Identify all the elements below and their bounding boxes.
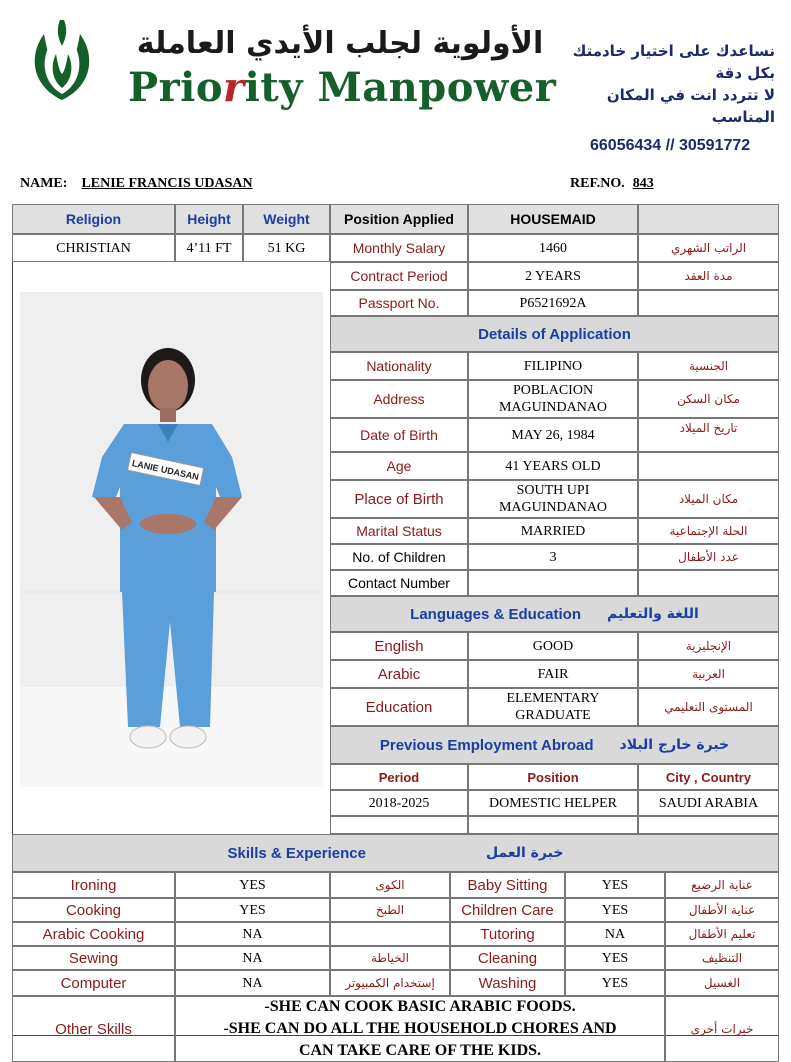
birthplace-value: SOUTH UPI MAGUINDANAO xyxy=(468,480,638,518)
other-skills-line-3: CAN TAKE CARE OF THE KIDS. xyxy=(298,1042,542,1059)
other-skills-label: Other Skills xyxy=(12,996,175,1062)
skill-right-arabic: التنظيف xyxy=(665,946,779,970)
skill-left-arabic: الطبخ xyxy=(330,898,450,922)
skill-right-label: Tutoring xyxy=(450,922,565,946)
skills-section-title xyxy=(12,834,779,872)
company-logo xyxy=(22,16,102,104)
nationality-arabic: الجنسية xyxy=(638,352,779,380)
position-value: HOUSEMAID xyxy=(468,204,638,234)
height-value: 4’11 FT xyxy=(175,234,243,262)
address-label: Address xyxy=(330,380,468,418)
languages-title-ar: اللغة والتعليم xyxy=(607,606,699,622)
weight-value: 51 KG xyxy=(243,234,330,262)
weight-header: Weight xyxy=(243,204,330,234)
monthly-salary-value: 1460 xyxy=(468,234,638,262)
education-arabic: المستوى التعليمي xyxy=(638,688,779,726)
skill-right-value: YES xyxy=(565,970,665,996)
contact-arabic xyxy=(638,570,779,596)
education-value: ELEMENTARY GRADUATE xyxy=(468,688,638,726)
other-skills-line-2: -SHE CAN DO ALL THE HOUSEHOLD CHORES AND xyxy=(223,1020,617,1037)
name-line xyxy=(20,175,253,192)
other-skills-text xyxy=(175,996,665,1062)
address-arabic: مكان السكن xyxy=(638,380,779,418)
skill-left-arabic: الكوى xyxy=(330,872,450,898)
dob-label: Date of Birth xyxy=(330,418,468,452)
emp-position-value: DOMESTIC HELPER xyxy=(468,790,638,816)
arabic-value: FAIR xyxy=(468,660,638,688)
emp-period-header: Period xyxy=(330,764,468,790)
age-arabic xyxy=(638,452,779,480)
employment-section-title xyxy=(330,726,779,764)
religion-header: Religion xyxy=(12,204,175,234)
skill-left-arabic: الخياطة xyxy=(330,946,450,970)
emp-empty-city xyxy=(638,816,779,834)
skill-right-arabic: عناية الأطفال xyxy=(665,898,779,922)
skill-left-label: Sewing xyxy=(12,946,175,970)
skill-right-value: YES xyxy=(565,898,665,922)
address-value: POBLACION MAGUINDANAO xyxy=(468,380,638,418)
slogan-line-1: نساعدك على اختيار خادمتك بكل دقة xyxy=(572,42,775,82)
other-skills-arabic: خبرات أخرى xyxy=(665,996,779,1062)
children-arabic: عدد الأطفال xyxy=(638,544,779,570)
other-skills-line-1: -SHE CAN COOK BASIC ARABIC FOODS. xyxy=(264,998,576,1015)
emp-city-header: City , Country xyxy=(638,764,779,790)
ref-line xyxy=(570,175,654,192)
birthplace-arabic: مكان الميلاد xyxy=(638,480,779,518)
skills-title-en: Skills & Experience xyxy=(227,844,366,862)
brand-name-arabic: الأولوية لجلب الأيدي العاملة xyxy=(136,26,544,61)
arabic-arabic: العربية xyxy=(638,660,779,688)
dob-arabic: تاريخ الميلاد xyxy=(638,418,779,452)
skill-right-label: Baby Sitting xyxy=(450,872,565,898)
emp-period-value: 2018-2025 xyxy=(330,790,468,816)
height-header: Height xyxy=(175,204,243,234)
employment-title-en: Previous Employment Abroad xyxy=(379,736,594,754)
children-value: 3 xyxy=(468,544,638,570)
passport-label: Passport No. xyxy=(330,290,468,316)
skill-right-value: YES xyxy=(565,946,665,970)
skill-right-arabic: الغسيل xyxy=(665,970,779,996)
passport-value: P6521692A xyxy=(468,290,638,316)
brand-name-english: Priority Manpower xyxy=(128,64,557,111)
contact-value xyxy=(468,570,638,596)
name-label: NAME: xyxy=(20,176,68,191)
english-value: GOOD xyxy=(468,632,638,660)
age-value: 41 YEARS OLD xyxy=(468,452,638,480)
passport-arabic xyxy=(638,290,779,316)
ref-label: REF.NO. xyxy=(570,176,625,191)
emp-empty-period xyxy=(330,816,468,834)
phone-numbers: 66056434 // 30591772 xyxy=(590,137,751,154)
english-label: English xyxy=(330,632,468,660)
religion-value: CHRISTIAN xyxy=(12,234,175,262)
slogan xyxy=(565,40,775,128)
emp-position-header: Position xyxy=(468,764,638,790)
skill-left-label: Arabic Cooking xyxy=(12,922,175,946)
skill-right-value: NA xyxy=(565,922,665,946)
birthplace-label: Place of Birth xyxy=(330,480,468,518)
employment-title-ar: خبرة خارج البلاد xyxy=(619,737,730,753)
skill-left-arabic: إستخدام الكمبيوتر xyxy=(330,970,450,996)
emp-empty-position xyxy=(468,816,638,834)
contract-period-value: 2 YEARS xyxy=(468,262,638,290)
contact-label: Contact Number xyxy=(330,570,468,596)
skill-left-label: Ironing xyxy=(12,872,175,898)
children-label: No. of Children xyxy=(330,544,468,570)
skill-left-label: Computer xyxy=(12,970,175,996)
marital-arabic: الحلة الإجتماعية xyxy=(638,518,779,544)
name-tag-text: LANIE UDASAN xyxy=(131,458,200,483)
dob-value: MAY 26, 1984 xyxy=(468,418,638,452)
languages-title-en: Languages & Education xyxy=(410,605,582,623)
skill-right-label: Washing xyxy=(450,970,565,996)
age-label: Age xyxy=(330,452,468,480)
skill-left-value: YES xyxy=(175,898,330,922)
skill-right-arabic: تعليم الأطفال xyxy=(665,922,779,946)
skills-title-ar: خبرة العمل xyxy=(485,845,564,861)
skill-left-label: Cooking xyxy=(12,898,175,922)
skill-left-value: NA xyxy=(175,922,330,946)
ref-value: 843 xyxy=(632,176,654,191)
education-label: Education xyxy=(330,688,468,726)
skill-left-value: NA xyxy=(175,970,330,996)
contract-period-arabic: مدة العقد xyxy=(638,262,779,290)
marital-label: Marital Status xyxy=(330,518,468,544)
arabic-label: Arabic xyxy=(330,660,468,688)
skill-left-arabic xyxy=(330,922,450,946)
emp-city-value: SAUDI ARABIA xyxy=(638,790,779,816)
details-section-title: Details of Application xyxy=(330,316,779,352)
name-value: LENIE FRANCIS UDASAN xyxy=(81,176,253,191)
skill-left-value: NA xyxy=(175,946,330,970)
marital-value: MARRIED xyxy=(468,518,638,544)
skill-right-label: Children Care xyxy=(450,898,565,922)
nationality-value: FILIPINO xyxy=(468,352,638,380)
nationality-label: Nationality xyxy=(330,352,468,380)
monthly-salary-arabic: الراتب الشهري xyxy=(638,234,779,262)
candidate-photo xyxy=(20,292,323,787)
position-header: Position Applied xyxy=(330,204,468,234)
skill-left-value: YES xyxy=(175,872,330,898)
slogan-line-2: لا تتردد انت في المكان المناسب xyxy=(606,86,775,126)
english-arabic: الإنجليزية xyxy=(638,632,779,660)
skill-right-arabic: عناية الرضيع xyxy=(665,872,779,898)
skill-right-label: Cleaning xyxy=(450,946,565,970)
position-extra xyxy=(638,204,779,234)
contract-period-label: Contract Period xyxy=(330,262,468,290)
languages-section-title xyxy=(330,596,779,632)
skill-right-value: YES xyxy=(565,872,665,898)
monthly-salary-label: Monthly Salary xyxy=(330,234,468,262)
